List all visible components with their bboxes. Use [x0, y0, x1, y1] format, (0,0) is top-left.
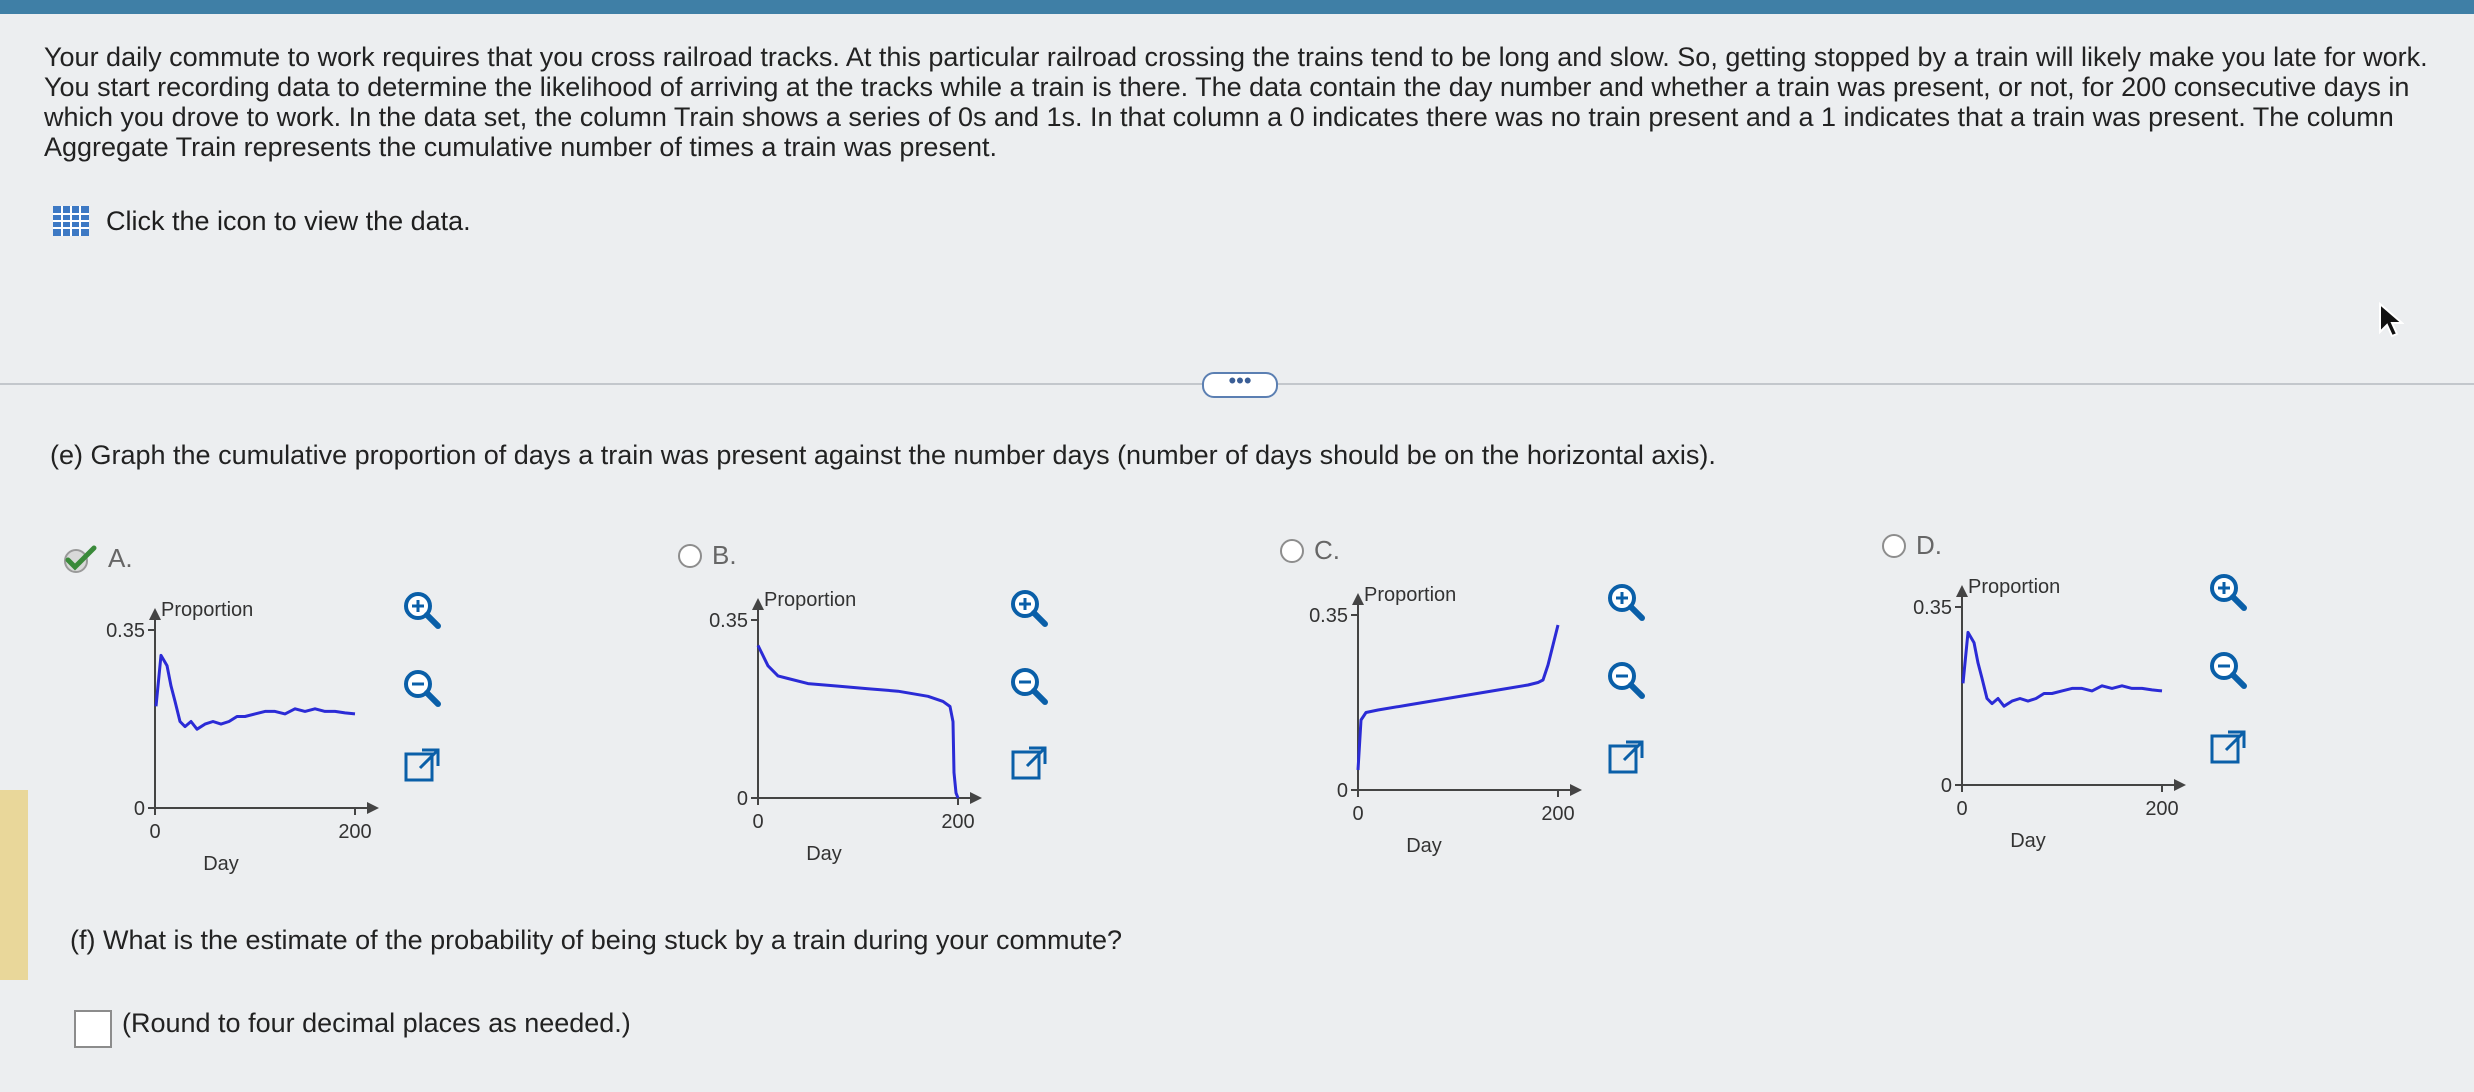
x-axis-label: Day: [1406, 835, 1442, 857]
x-tick-label: 0: [149, 821, 161, 843]
probability-answer-input[interactable]: [74, 1010, 112, 1048]
option-b-label[interactable]: B.: [712, 540, 737, 570]
problem-intro: Your daily commute to work requires that you cross railroad tracks. At this particular railroad crossing the trains tend to be long and slow. So, getting stopped by a train will likely make you late for work. You start recording data to determine the likelihood of arriving at the tracks while a train is there. The data contain the day number and whether a train was present, or not, for 200 consecutive days in which you drove to work. In the data set, the column Train shows a series of 0s and 1s. In that column a 0 indicates there was no train present and a 1 indicates that a train was present. The column Aggregate Train represents the cumulative number of times a train was present.: [44, 42, 2428, 162]
y-axis-label: Proportion: [161, 599, 254, 621]
rounding-hint: (Round to four decimal places as needed.): [122, 1008, 631, 1038]
expand-more-button[interactable]: •••: [1202, 372, 1278, 398]
y-tick-label: 0: [133, 798, 145, 820]
data-series-line: [1963, 632, 2162, 706]
x-tick-label: 0: [752, 811, 764, 833]
y-axis-arrow: [1956, 585, 1968, 597]
zoom-out-icon[interactable]: [2206, 648, 2250, 692]
option-a-label[interactable]: A.: [108, 543, 133, 573]
open-external-icon[interactable]: [2206, 726, 2250, 770]
y-axis-label: Proportion: [764, 589, 857, 611]
y-axis-label: Proportion: [1968, 576, 2061, 598]
view-data-label[interactable]: Click the icon to view the data.: [106, 205, 471, 236]
x-tick-label: 200: [338, 821, 372, 843]
part-e-question: (e) Graph the cumulative proportion of days a train was present against the number days (number of days should be on the horizontal axis).: [50, 440, 1716, 470]
graph-d-tools: [2206, 570, 2250, 770]
y-axis-label: Proportion: [1364, 584, 1457, 606]
x-tick-label: 200: [2145, 798, 2179, 820]
y-tick-label: 0.35: [709, 610, 748, 632]
option-c-label[interactable]: C.: [1314, 535, 1340, 565]
x-axis-label: Day: [203, 853, 239, 875]
option-d-label[interactable]: D.: [1916, 530, 1942, 560]
x-axis-label: Day: [806, 843, 842, 865]
y-tick-label: 0: [1940, 775, 1952, 797]
x-axis-label: Day: [2010, 830, 2046, 852]
zoom-in-icon[interactable]: [2206, 570, 2250, 614]
part-f-question: (f) What is the estimate of the probability of being stuck by a train during your commute?: [70, 925, 1122, 955]
x-axis-arrow: [2174, 779, 2186, 791]
x-tick-label: 0: [1956, 798, 1968, 820]
x-tick-label: 200: [1541, 803, 1575, 825]
y-tick-label: 0: [1336, 780, 1348, 802]
y-tick-label: 0.35: [1913, 597, 1952, 619]
x-tick-label: 200: [941, 811, 975, 833]
y-tick-label: 0.35: [106, 620, 145, 642]
x-tick-label: 0: [1352, 803, 1364, 825]
y-tick-label: 0.35: [1309, 605, 1348, 627]
y-tick-label: 0: [736, 788, 748, 810]
